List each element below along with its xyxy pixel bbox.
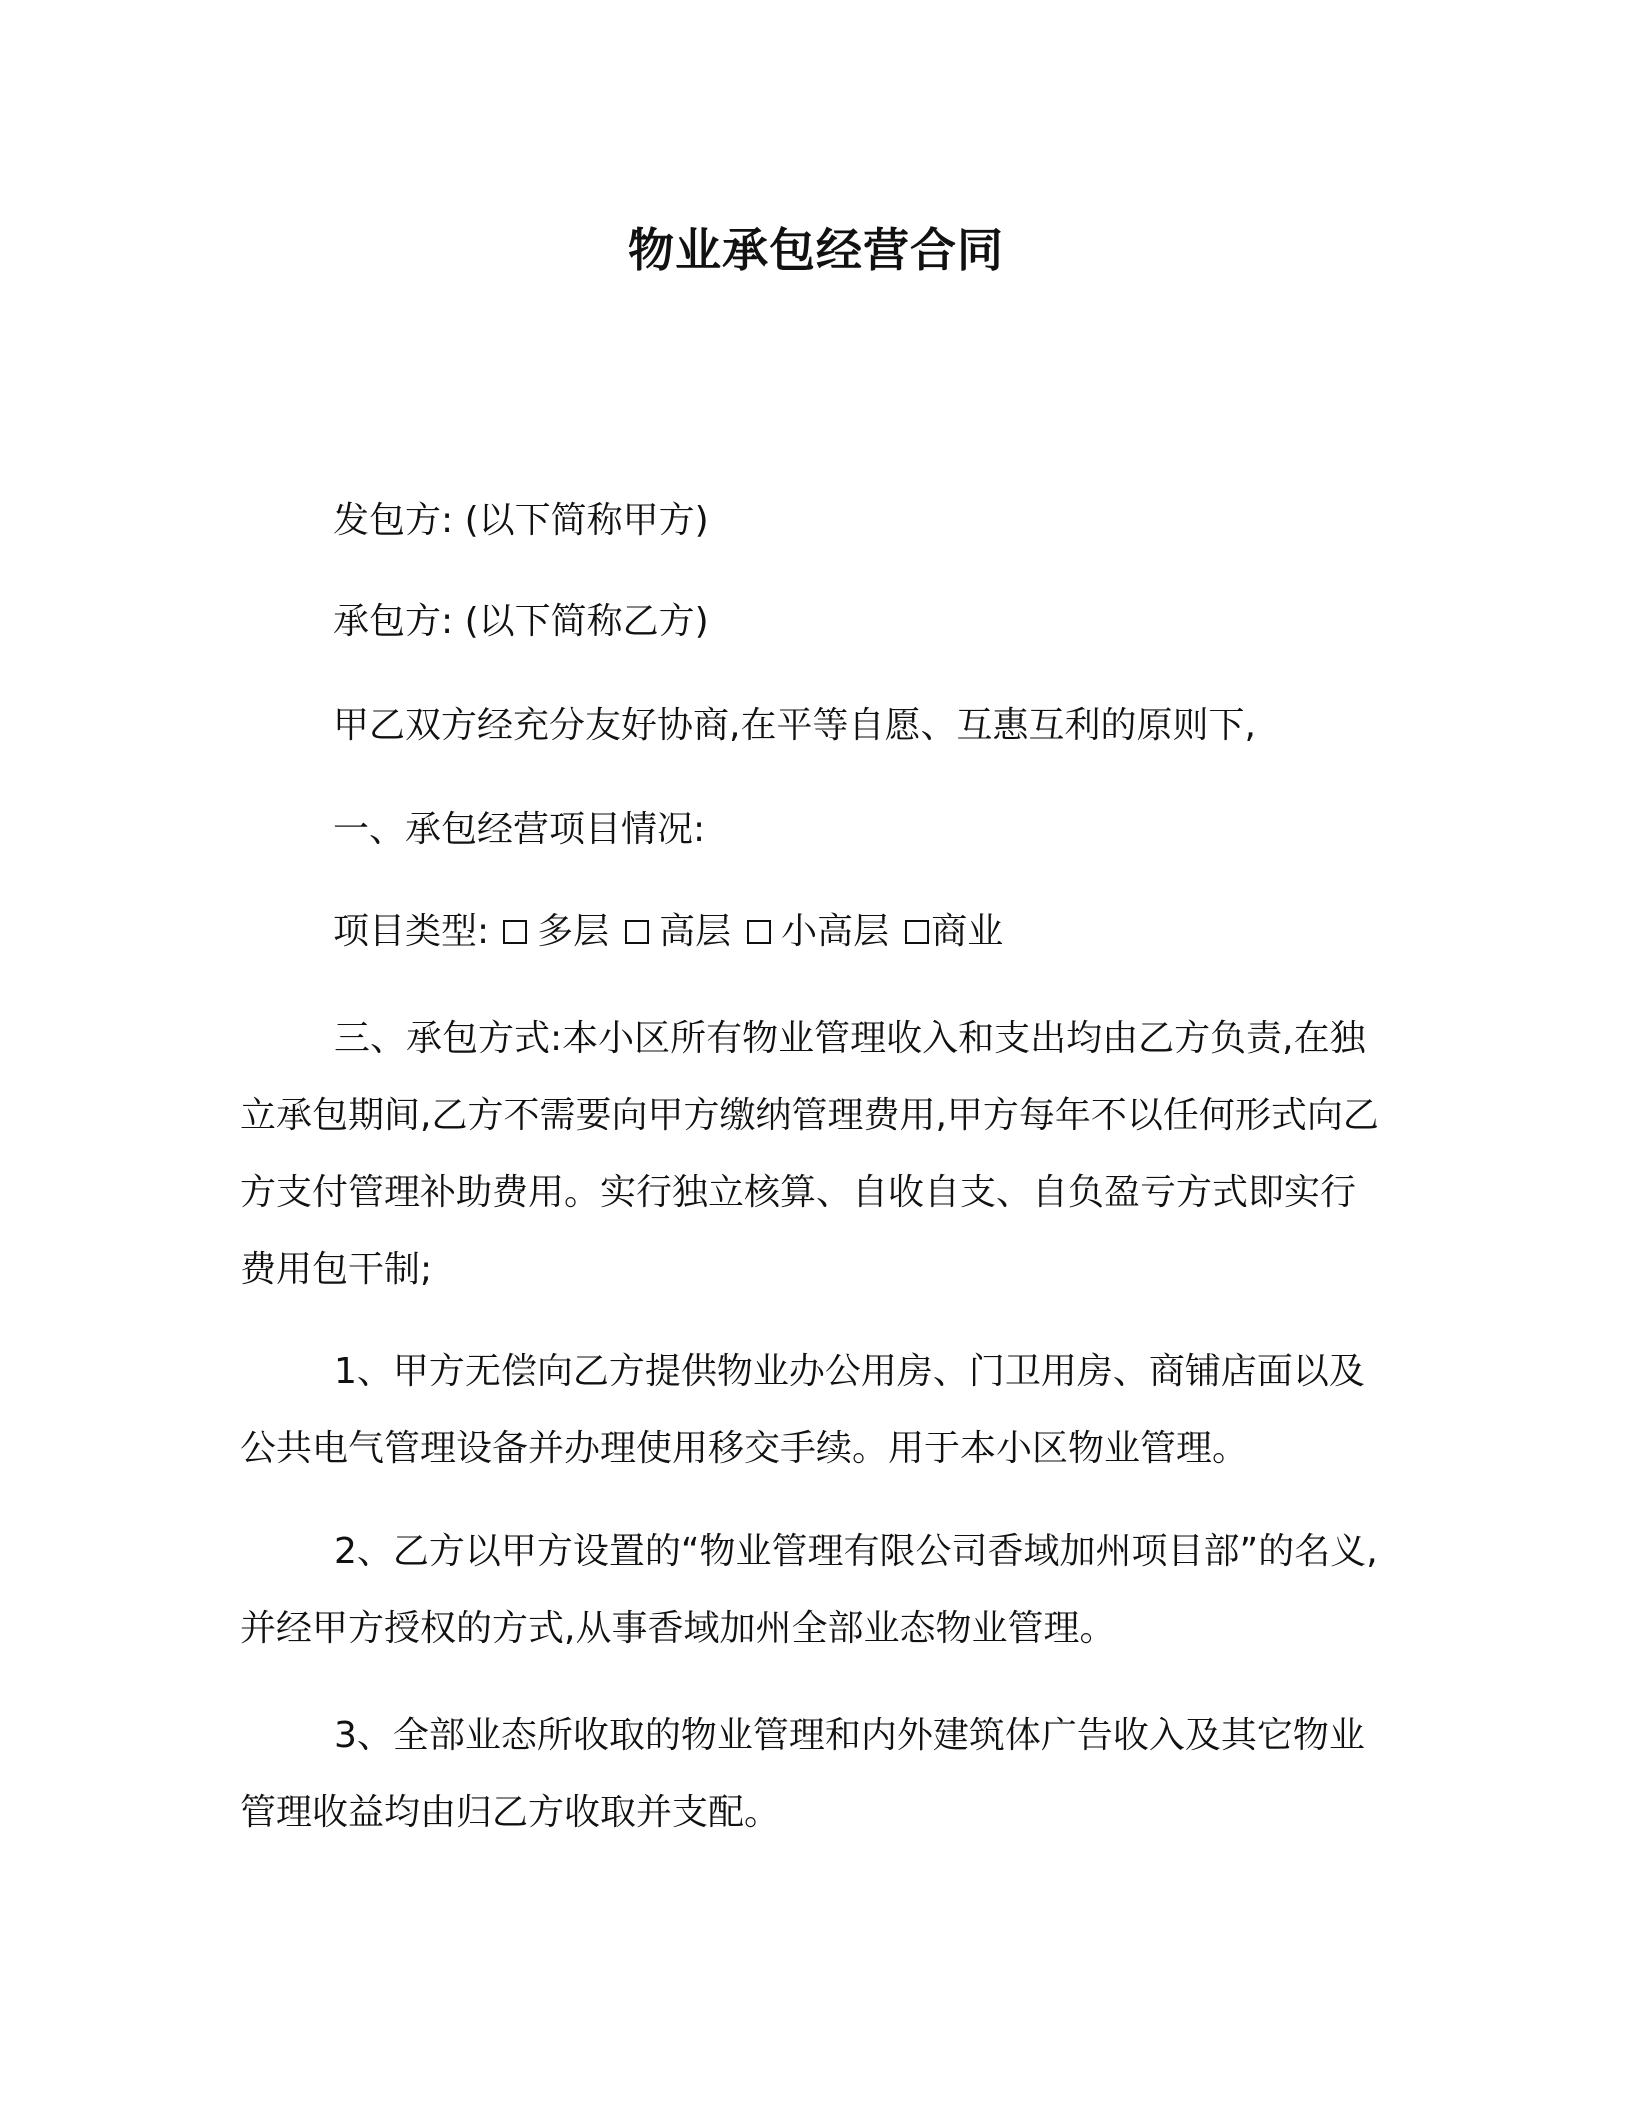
paragraph-clause-1: 1、甲方无偿向乙方提供物业办公用房、门卫用房、商铺店面以及公共电气管理设备并办理使用移交手续。用于本小区物业管理。 — [240, 1351, 1365, 1469]
option-multistorey: 多层 — [537, 911, 610, 952]
party-b-line: 承包方: (以下简称乙方) — [333, 601, 709, 642]
checkbox-highrise[interactable] — [625, 920, 649, 944]
checkbox-commercial[interactable] — [905, 920, 929, 944]
project-type-label: 项目类型: — [333, 911, 490, 952]
option-highrise: 高层 — [659, 911, 732, 952]
checkbox-multistorey[interactable] — [503, 920, 527, 944]
party-a-line: 发包方: (以下简称甲方) — [333, 500, 709, 541]
checkbox-small-highrise[interactable] — [747, 920, 771, 944]
option-small-highrise: 小高层 — [781, 911, 890, 952]
preamble-line: 甲乙双方经充分友好协商,在平等自愿、互惠互利的原则下, — [333, 705, 1256, 746]
paragraph-contract-method: 三、承包方式:本小区所有物业管理收入和支出均由乙方负责,在独立承包期间,乙方不需要向甲方缴纳管理费用,甲方每年不以任何形式向乙方支付管理补助费用。实行独立核算、自收自支、自负盈亏方式即实行费用包干制; — [240, 1018, 1379, 1290]
paragraph-clause-3: 3、全部业态所收取的物业管理和内外建筑体广告收入及其它物业管理收益均由归乙方收取并支配。 — [240, 1715, 1365, 1833]
option-commercial: 商业 — [931, 911, 1004, 952]
section-one-heading: 一、承包经营项目情况: — [333, 809, 706, 850]
document-title: 物业承包经营合同 — [628, 223, 1004, 277]
project-type-row — [333, 908, 1009, 956]
paragraph-clause-2: 2、乙方以甲方设置的“物业管理有限公司香域加州项目部”的名义,并经甲方授权的方式,从事香域加州全部业态物业管理。 — [240, 1531, 1378, 1649]
